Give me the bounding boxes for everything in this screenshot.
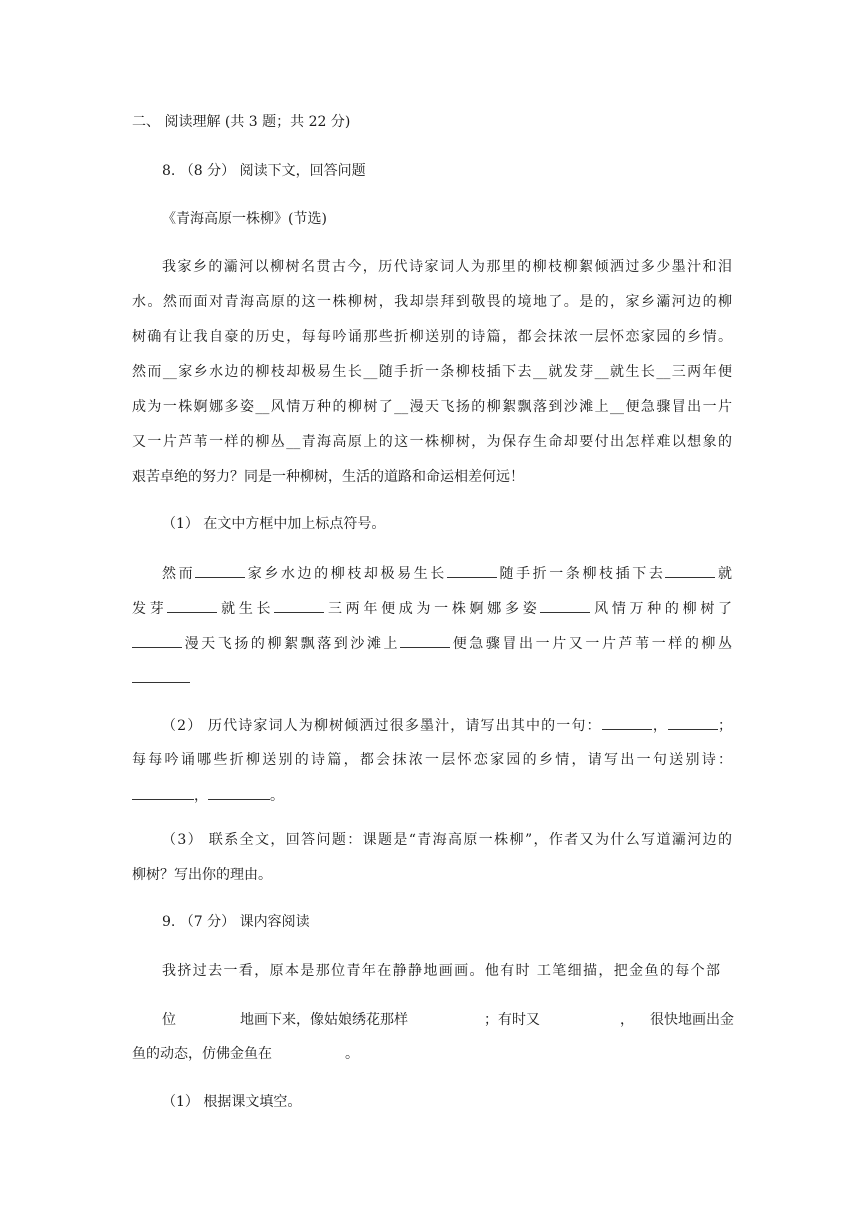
answer-blank[interactable] (400, 633, 450, 648)
question-8-header: 8. （8 分） 阅读下文，回答问题 (162, 163, 366, 179)
passage-line: 成为一株婀娜多姿__风情万种的柳树了__漫天飞扬的柳絮飘落到沙滩上__便急骤冒出一片 (132, 399, 732, 415)
punctuation: 。 (270, 788, 284, 804)
answer-blank[interactable] (447, 563, 497, 578)
fill-text: 家乡水边的柳枝却极易生长 (245, 566, 447, 582)
punctuation: ， (620, 1012, 634, 1028)
q9-passage-text: ；有时又 (484, 1012, 540, 1028)
q9-passage-text: 鱼的动态，仿佛金鱼在 (132, 1046, 272, 1062)
answer-blank[interactable] (132, 633, 182, 648)
q9-passage-text: 地画下来，像姑娘绣花那样 (240, 1012, 408, 1028)
punctuation: ， (651, 718, 669, 734)
passage-line: 水。然而面对青海高原的这一株柳树，我却崇拜到敬畏的境地了。是的，家乡灞河边的柳 (132, 294, 732, 310)
q9-passage-line: 我挤过去一看，原本是那位青年在静静地画画。他有时 工笔细描，把金鱼的每个部 (162, 963, 720, 979)
passage-line: 又一片芦苇一样的柳丛__青海高原上的这一株柳树，为保存生命却要付出怎样难以想象的 (132, 434, 732, 450)
passage-source-title: 《青海高原一株柳》(节选) (162, 211, 327, 227)
passage-line: 树确有让我自豪的历史，每每吟诵那些折柳送别的诗篇，都会抹浓一层怀恋家园的乡情。 (132, 329, 732, 345)
q9-passage-text: 很快地画出金 (650, 1012, 734, 1028)
fill-text: 随手折一条柳枝插下去 (496, 566, 666, 582)
sub-question-3-line: 柳树？写出你的理由。 (132, 867, 272, 883)
answer-blank[interactable] (274, 598, 324, 613)
sub-question-1-label: （1） 在文中方框中加上标点符号。 (162, 516, 386, 532)
fill-in-line (132, 668, 190, 689)
passage-line: 艰苦卓绝的努力？同是一种柳树，生活的道路和命运相差何远！ (132, 469, 524, 485)
question-9-header: 9. （7 分） 课内容阅读 (162, 914, 310, 930)
fill-text: 便急骤冒出一片又一片芦苇一样的柳丛 (450, 636, 733, 652)
passage-line: 我家乡的灞河以柳树名贯古今，历代诗家词人为那里的柳枝柳絮倾洒过多少墨汁和泪 (162, 259, 732, 275)
punctuation: ， (194, 788, 208, 804)
sub-question-2-text: （2） 历代诗家词人为柳树倾洒过很多墨汁，请写出其中的一句： (162, 718, 602, 734)
answer-blank[interactable] (208, 785, 270, 800)
answer-blank[interactable] (668, 715, 718, 730)
answer-blank[interactable] (132, 668, 190, 683)
answer-blank[interactable] (132, 785, 194, 800)
answer-blank[interactable] (540, 598, 590, 613)
fill-text: 发芽 (132, 601, 168, 617)
fill-in-line (162, 563, 732, 584)
fill-in-line (132, 598, 732, 619)
sub-question-2-line: 每每吟诵哪些折柳送别的诗篇，都会抹浓一层怀恋家园的乡情，请写出一句送别诗： (132, 752, 732, 768)
answer-blank[interactable] (195, 563, 245, 578)
fill-text: 三两年便成为一株婀娜多姿 (324, 601, 541, 617)
sub-question-2-line (132, 785, 284, 806)
sub-question-2-line (162, 715, 732, 736)
fill-in-line (132, 633, 732, 654)
fill-text: 漫天飞扬的柳絮飘落到沙滩上 (182, 636, 401, 652)
fill-text: 就 (715, 566, 733, 582)
section-header: 二、 阅读理解 (共 3 题；共 22 分) (132, 114, 351, 130)
sub-question-3-line: （3） 联系全文，回答问题：课题是“青海高原一株柳”，作者又为什么写道灞河边的 (162, 832, 732, 848)
answer-blank[interactable] (167, 598, 217, 613)
punctuation: 。 (345, 1046, 359, 1062)
passage-line: 然而__家乡水边的柳枝却极易生长__随手折一条柳枝插下去__就发芽__就生长__三两年便 (132, 364, 732, 380)
fill-text: 风情万种的柳树了 (590, 601, 733, 617)
answer-blank[interactable] (602, 715, 652, 730)
answer-blank[interactable] (665, 563, 715, 578)
fill-text: 就生长 (217, 601, 275, 617)
q9-sub-question-1-label: （1） 根据课文填空。 (162, 1094, 302, 1110)
fill-text: 然而 (162, 566, 196, 582)
punctuation: ； (718, 718, 733, 734)
q9-passage-word: 位 (162, 1012, 176, 1028)
